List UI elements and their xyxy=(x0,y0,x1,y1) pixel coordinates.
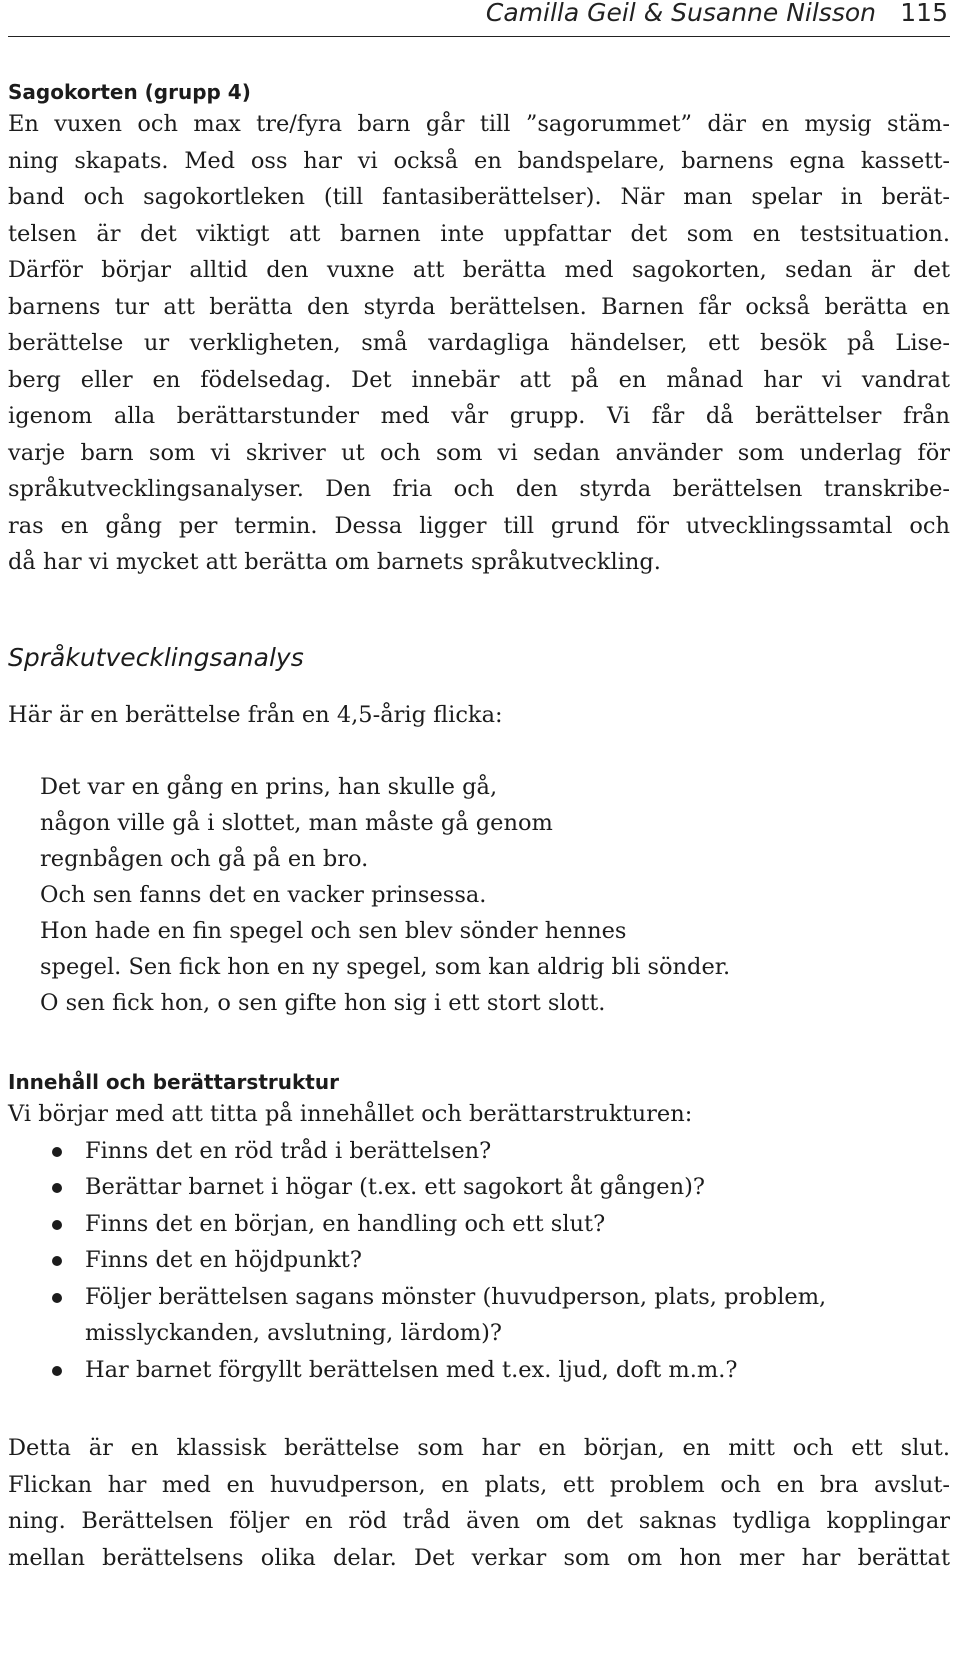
page-number: 115 xyxy=(900,0,948,27)
bullet-icon xyxy=(52,1293,62,1303)
list-item xyxy=(8,1242,950,1279)
bullet-icon xyxy=(52,1366,62,1376)
story-line: O sen fick hon, o sen gifte hon sig i ett stort slott. xyxy=(40,990,606,1016)
list-item-text: Har barnet förgyllt berättelsen med t.ex. ljud, doft m.m.? xyxy=(85,1356,738,1383)
bullet-list xyxy=(8,1133,950,1389)
running-header xyxy=(8,0,950,37)
section-sprakutvecklingsanalys xyxy=(8,643,950,673)
paragraph-line: telsen är det viktigt att barnen inte uppfattar det som en testsituation. xyxy=(8,220,950,247)
paragraph-line: berg eller en födelsedag. Det innebär att på en månad har vi vandrat xyxy=(8,366,950,393)
list-item-text: Följer berättelsen sagans mönster (huvudperson, plats, problem, misslyckanden, avslutning, lärdom)? xyxy=(85,1283,827,1346)
paragraph-line: barnens tur att berätta den styrda berättelsen. Barnen får också berätta en xyxy=(8,293,950,320)
story-line: Och sen fanns det en vacker prinsessa. xyxy=(40,882,487,908)
bullet-icon xyxy=(52,1183,62,1193)
list-item xyxy=(8,1352,950,1389)
paragraph-line: mellan berättelsens olika delar. Det verkar som om hon mer har berättat xyxy=(8,1544,950,1571)
subheading-sagokorten: Sagokorten (grupp 4) xyxy=(8,80,251,104)
paragraph-line: igenom alla berättarstunder med vår grupp. Vi får då berättelser från xyxy=(8,403,950,429)
list-item-text: Finns det en höjdpunkt? xyxy=(85,1247,362,1273)
paragraph-line: ning skapats. Med oss har vi också en bandspelare, barnens egna kassett- xyxy=(8,147,950,174)
story-line: Det var en gång en prins, han skulle gå, xyxy=(40,774,498,800)
section-innehall xyxy=(8,1069,950,1388)
paragraph-line: språkutvecklingsanalyser. Den fria och den styrda berättelsen transkribe- xyxy=(8,476,950,502)
paragraph-line: berättelse ur verkligheten, små vardagliga händelser, ett besök på Lise- xyxy=(8,330,950,356)
subheading-innehall: Innehåll och berättarstruktur xyxy=(8,1070,339,1094)
story-intro xyxy=(8,697,950,734)
list-item xyxy=(8,1206,950,1243)
paragraph-line: Flickan har med en huvudperson, en plats, ett problem och en bra avslut- xyxy=(8,1471,950,1498)
story-quote xyxy=(40,769,940,1021)
story-line: spegel. Sen fick hon en ny spegel, som kan aldrig bli sönder. xyxy=(40,954,731,980)
story-line: regnbågen och gå på en bro. xyxy=(40,846,369,872)
story-line: någon ville gå i slottet, man måste gå genom xyxy=(40,810,553,836)
story-intro-text: Här är en berättelse från en 4,5-årig flicka: xyxy=(8,702,503,728)
paragraph-line: band och sagokortleken (till fantasiberättelser). När man spelar in berät- xyxy=(8,184,950,210)
story-line: Hon hade en fin spegel och sen blev sönder hennes xyxy=(40,918,627,944)
paragraph-sagokorten xyxy=(8,106,950,581)
paragraph-line: ning. Berättelsen följer en röd tråd även om det saknas tydliga kopplingar xyxy=(8,1508,950,1534)
list-item-text: Finns det en början, en handling och ett slut? xyxy=(85,1210,606,1237)
bullet-icon xyxy=(52,1256,62,1266)
paragraph-line: ras en gång per termin. Dessa ligger till grund för utvecklingssamtal och xyxy=(8,512,950,539)
list-item-text: Berättar barnet i högar (t.ex. ett sagokort åt gången)? xyxy=(85,1174,705,1200)
bullet-icon xyxy=(52,1147,62,1157)
closing-paragraph xyxy=(8,1430,950,1576)
list-item-text: Finns det en röd tråd i berättelsen? xyxy=(85,1137,492,1164)
innehall-intro: Vi börjar med att titta på innehållet och berättarstrukturen: xyxy=(8,1101,693,1127)
paragraph-line: En vuxen och max tre/fyra barn går till ”sagorummet” där en mysig stäm- xyxy=(8,111,950,137)
header-authors: Camilla Geil & Susanne Nilsson xyxy=(485,0,876,27)
section-title: Språkutvecklingsanalys xyxy=(8,643,304,672)
section-sagokorten xyxy=(8,79,950,581)
list-item xyxy=(8,1279,950,1352)
paragraph-line: varje barn som vi skriver ut och som vi sedan använder som underlag för xyxy=(8,439,950,466)
paragraph-line: då har vi mycket att berätta om barnets språkutveckling. xyxy=(8,549,661,575)
paragraph-line: Detta är en klassisk berättelse som har en början, en mitt och ett slut. xyxy=(8,1435,950,1461)
bullet-icon xyxy=(52,1220,62,1230)
list-item xyxy=(8,1133,950,1170)
list-item xyxy=(8,1169,950,1206)
paragraph-line: Därför börjar alltid den vuxne att berätta med sagokorten, sedan är det xyxy=(8,257,950,283)
